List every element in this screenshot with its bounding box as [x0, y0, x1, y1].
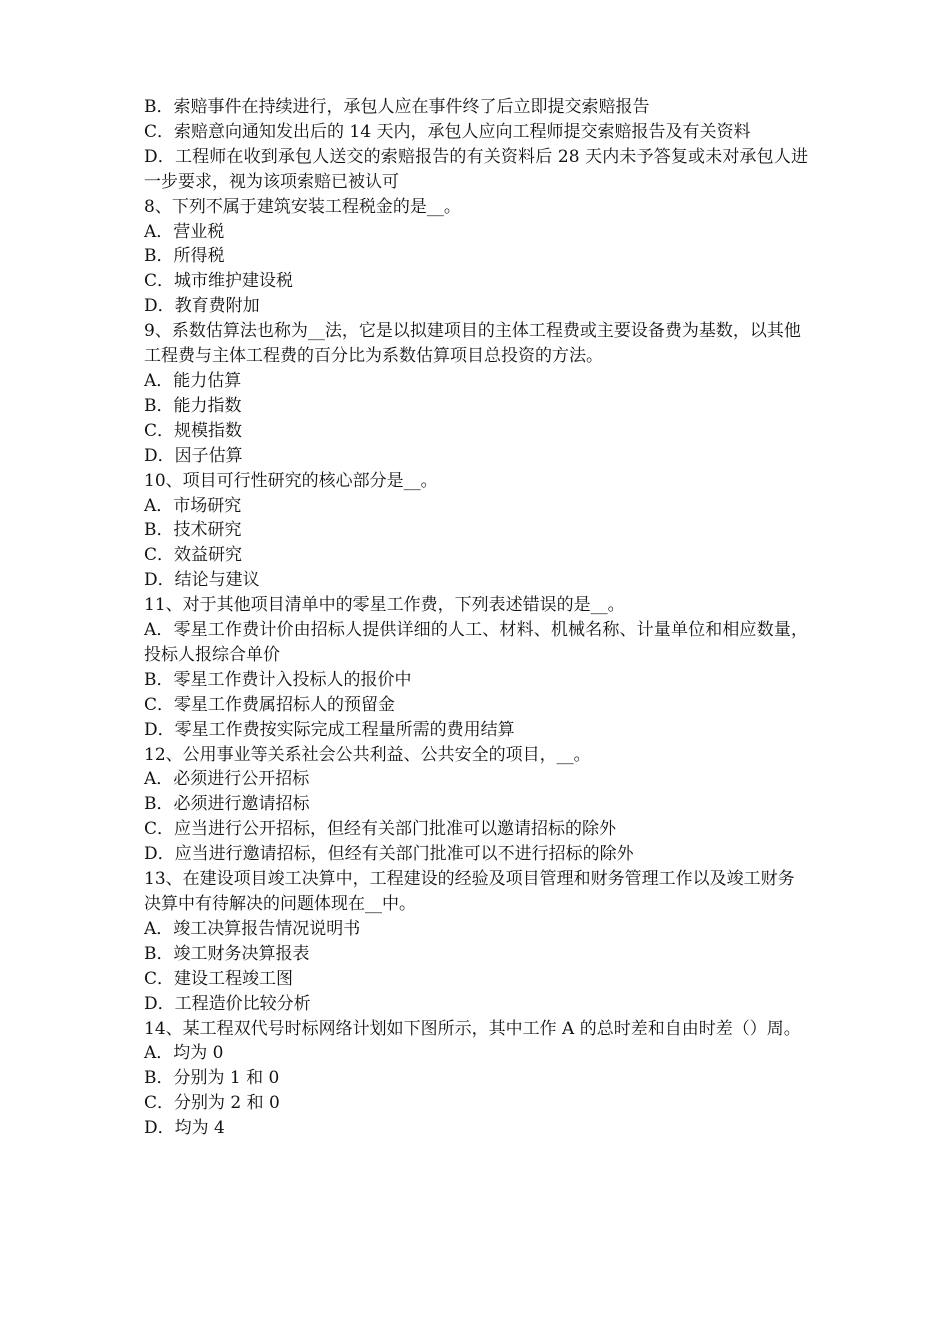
option: A．竣工决算报告情况说明书: [144, 918, 361, 939]
question-10: [144, 469, 808, 594]
option: B．必须进行邀请招标: [144, 794, 310, 815]
option: D．教育费附加: [144, 296, 260, 317]
option: D．工程造价比较分析: [144, 993, 311, 1014]
option: B．索赔事件在持续进行，承包人应在事件终了后立即提交索赔报告: [144, 97, 650, 117]
question-13: [144, 867, 808, 1016]
option: A．能力估算: [144, 370, 242, 391]
option: D．零星工作费按实际完成工程量所需的费用结算: [144, 719, 515, 740]
option: D．工程师在收到承包人送交的索赔报告的有关资料后 28 天内未予答复或未对承包人进一步要求，视为该项索赔已被认可: [144, 146, 808, 192]
option: B．竣工财务决算报表: [144, 943, 310, 964]
question-14: [144, 1017, 808, 1142]
option: C．分别为 2 和 0: [144, 1093, 280, 1114]
option: C．效益研究: [144, 545, 243, 566]
option: A．均为 0: [144, 1043, 224, 1064]
option: B．技术研究: [144, 520, 242, 541]
option: D．结论与建议: [144, 570, 260, 591]
option: D．应当进行邀请招标，但经有关部门批准可以不进行招标的除外: [144, 844, 634, 865]
option: D．因子估算: [144, 445, 243, 466]
option: C．应当进行公开招标，但经有关部门批准可以邀请招标的除外: [144, 819, 617, 840]
option: A．零星工作费计价由招标人提供详细的人工、材料、机械名称、计量单位和相应数量，投标人报综合单价: [144, 620, 808, 665]
document-page: [144, 95, 808, 1141]
question-stem: 11、对于其他项目清单中的零星工作费，下列表述错误的是__。: [144, 595, 625, 616]
question-stem: 10、项目可行性研究的核心部分是__。: [144, 470, 438, 491]
option: A．营业税: [144, 221, 225, 242]
option: B．所得税: [144, 246, 225, 267]
option: C．索赔意向通知发出后的 14 天内，承包人应向工程师提交索赔报告及有关资料: [144, 121, 751, 142]
question-9: [144, 319, 808, 468]
option: A．必须进行公开招标: [144, 769, 310, 790]
option: A．市场研究: [144, 495, 242, 516]
option: C．城市维护建设税: [144, 271, 294, 292]
question-11: [144, 593, 808, 742]
option: C．建设工程竣工图: [144, 968, 294, 989]
question-stem: 14、某工程双代号时标网络计划如下图所示，其中工作 A 的总时差和自由时差（）周。: [144, 1018, 801, 1039]
option: B．能力指数: [144, 395, 242, 416]
question-stem: 8、下列不属于建筑安装工程税金的是__。: [144, 196, 461, 217]
option: B．分别为 1 和 0: [144, 1068, 280, 1089]
option: C．零星工作费属招标人的预留金: [144, 694, 396, 715]
question-12: [144, 743, 808, 868]
question-stem: 13、在建设项目竣工决算中，工程建设的经验及项目管理和财务管理工作以及竣工财务决算中有待解决的问题体现在__中。: [144, 869, 795, 914]
option: D．均为 4: [144, 1118, 225, 1139]
question-stem: 9、系数估算法也称为__法，它是以拟建项目的主体工程费或主要设备费为基数，以其他工程费与主体工程费的百分比为系数估算项目总投资的方法。: [144, 321, 801, 367]
continued-options: [144, 95, 808, 195]
option: C．规模指数: [144, 420, 243, 441]
question-8: [144, 195, 808, 320]
option: B．零星工作费计入投标人的报价中: [144, 669, 412, 690]
question-stem: 12、公用事业等关系社会公共利益、公共安全的项目，__。: [144, 744, 591, 765]
